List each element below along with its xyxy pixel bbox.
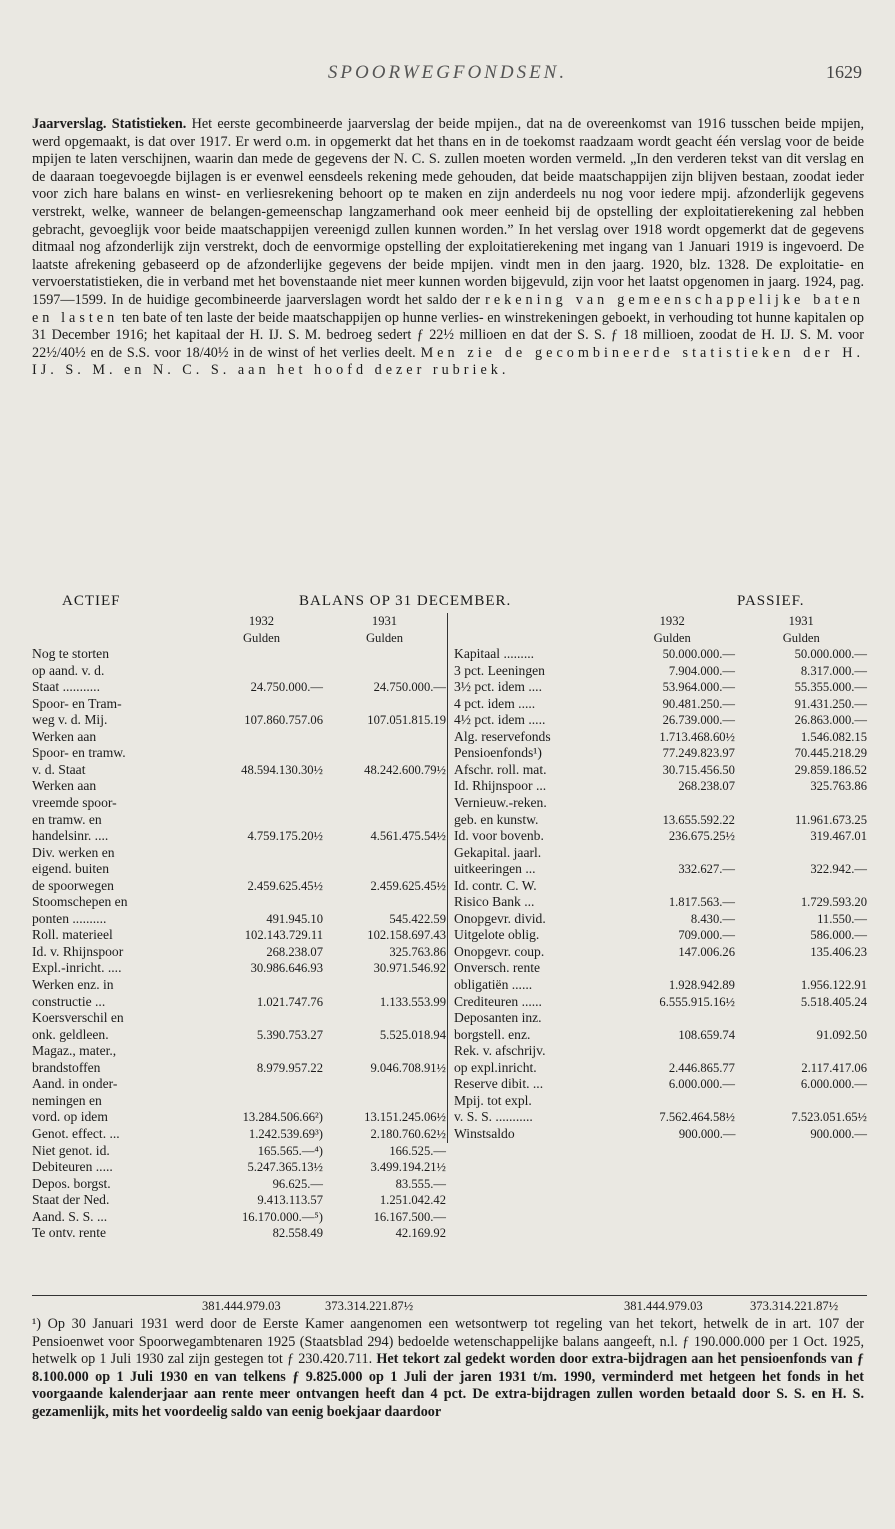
passief-value-1932: 30.715.456.50: [662, 762, 735, 777]
actief-value-1931: [323, 861, 446, 878]
actief-row: [32, 1225, 446, 1242]
actief-label: Depos. borgst.: [32, 1175, 111, 1191]
actief-value-1931: 1.133.553.99: [379, 994, 446, 1009]
actief-value-1931: [323, 845, 446, 862]
passief-value-1931: 50.000.000.—: [794, 647, 867, 662]
passief-row: [448, 845, 868, 862]
actief-label: vreemde spoor-: [32, 795, 117, 811]
passief-row: [448, 679, 868, 696]
actief-label: Te ontv. rente: [32, 1225, 107, 1241]
actief-row: [32, 1192, 446, 1209]
passief-value-1932: [609, 878, 735, 895]
passief-unit-2: Gulden: [782, 630, 820, 645]
passief-label: Vernieuw.-reken.: [454, 795, 547, 811]
passief-label: Kapitaal .........: [454, 646, 535, 662]
actief-value-1931: [323, 812, 446, 829]
actief-value-1932: 8.979.957.22: [256, 1060, 323, 1075]
actief-table: [32, 613, 446, 1242]
actief-value-1932: [200, 745, 323, 762]
actief-value-1932: [200, 663, 323, 680]
actief-label: Aand. S. S. ...: [32, 1208, 108, 1224]
passief-label: Deposanten inz.: [454, 1010, 542, 1026]
passief-label: 3 pct. Leeningen: [454, 662, 545, 678]
actief-year-1932: 1932: [248, 614, 275, 628]
passief-label: 4½ pct. idem .....: [454, 712, 546, 728]
actief-label: onk. geldleen.: [32, 1026, 109, 1042]
actief-row: [32, 795, 446, 812]
actief-value-1931: 83.555.—: [395, 1176, 446, 1191]
actief-value-1932: 24.750.000.—: [250, 680, 323, 695]
passief-value-1931: 29.859.186.52: [794, 762, 867, 777]
actief-label: weg v. d. Mij.: [32, 712, 108, 728]
actief-row: [32, 729, 446, 746]
actief-value-1931: 13.151.245.06½: [364, 1110, 446, 1125]
actief-value-1931: 42.169.92: [395, 1226, 446, 1241]
passief-value-1931: 11.961.673.25: [795, 812, 867, 827]
actief-label: Koersverschil en: [32, 1010, 124, 1026]
passief-value-1932: 50.000.000.—: [662, 647, 735, 662]
passief-row: [448, 894, 868, 911]
actief-value-1932: 48.594.130.30½: [241, 762, 323, 777]
total-actief-1932: 381.444.979.03: [202, 1299, 281, 1313]
passief-label: Reserve dibit. ...: [454, 1076, 544, 1092]
passief-value-1931: 322.942.—: [810, 862, 867, 877]
passief-label: uitkeeringen ...: [454, 861, 536, 877]
passief-value-1931: 1.956.122.91: [800, 978, 867, 993]
passief-label: op expl.inricht.: [454, 1059, 537, 1075]
actief-row: [32, 828, 446, 845]
passief-value-1932: 1.817.563.—: [668, 895, 735, 910]
passief-label: 4 pct. idem .....: [454, 695, 536, 711]
actief-row: [32, 663, 446, 680]
actief-value-1931: 166.525.—: [389, 1143, 446, 1158]
actief-value-1932: [200, 1043, 323, 1060]
actief-value-1932: 96.625.—: [272, 1176, 323, 1191]
passief-value-1932: 26.739.000.—: [662, 713, 735, 728]
passief-row: [448, 911, 868, 928]
actief-value-1931: [323, 696, 446, 713]
actief-value-1931: [323, 1076, 446, 1093]
actief-value-1931: 1.251.042.42: [379, 1193, 446, 1208]
actief-value-1932: 165.565.—⁴): [257, 1143, 323, 1158]
actief-value-1931: 3.499.194.21½: [370, 1160, 446, 1175]
actief-label: Niet genot. id.: [32, 1142, 110, 1158]
passief-value-1932: [609, 1093, 735, 1110]
actief-value-1931: [323, 663, 446, 680]
actief-value-1932: 1.242.539.69³): [248, 1126, 323, 1141]
actief-row: [32, 696, 446, 713]
actief-value-1932: [200, 795, 323, 812]
actief-row: [32, 1060, 446, 1077]
passief-row: [448, 1010, 868, 1027]
passief-row: [448, 1076, 868, 1093]
actief-value-1932: 102.143.729.11: [244, 928, 323, 943]
actief-value-1932: 9.413.113.57: [257, 1193, 323, 1208]
passief-row: [448, 1060, 868, 1077]
passief-label: obligatiën ......: [454, 977, 533, 993]
actief-value-1931: [323, 745, 446, 762]
actief-row: [32, 1159, 446, 1176]
actief-label: de spoorwegen: [32, 877, 114, 893]
actief-value-1932: [200, 729, 323, 746]
passief-label: Alg. reservefonds: [454, 728, 551, 744]
passief-label: Uitgelote oblig.: [454, 927, 540, 943]
actief-value-1931: [323, 729, 446, 746]
total-passief-1931: 373.314.221.87½: [750, 1299, 839, 1313]
passief-value-1931: 586.000.—: [810, 928, 867, 943]
passief-value-1932: 53.964.000.—: [662, 680, 735, 695]
actief-value-1932: 16.170.000.—⁵): [242, 1209, 323, 1224]
passief-value-1931: 11.550.—: [817, 911, 867, 926]
passief-value-1931: 2.117.417.06: [801, 1060, 867, 1075]
actief-row: [32, 845, 446, 862]
actief-value-1931: 30.971.546.92: [373, 961, 446, 976]
passief-table: [447, 613, 867, 1143]
actief-row: [32, 878, 446, 895]
passief-label: Mpij. tot expl.: [454, 1092, 532, 1108]
passief-row: [448, 646, 868, 663]
passief-value-1931: 135.406.23: [810, 944, 867, 959]
passief-row: [448, 762, 868, 779]
actief-value-1932: [200, 696, 323, 713]
passief-row: [448, 778, 868, 795]
actief-value-1932: 82.558.49: [272, 1226, 323, 1241]
passief-value-1932: 7.904.000.—: [668, 663, 735, 678]
passief-label: Pensioenfonds¹): [454, 745, 542, 761]
passief-value-1931: [735, 878, 867, 895]
passief-value-1931: [735, 795, 867, 812]
actief-label: op aand. v. d.: [32, 662, 105, 678]
passief-value-1932: 6.555.915.16½: [659, 994, 735, 1009]
actief-row: [32, 894, 446, 911]
actief-value-1931: 102.158.697.43: [367, 928, 446, 943]
actief-value-1931: [323, 646, 446, 663]
actief-value-1932: 268.238.07: [266, 944, 323, 959]
footnote-text: ¹) Op 30 Januari 1931 werd door de Eerste Kamer aangenomen een wetsontwerp tot regeling van het tekort, hetwelk de in art. 107 der Pensioenwet voor Spoorwegambtenaren 1925 (Staatsblad 294) bedoelde wetenschappelijke balans aangeeft, n.l. ƒ 190.000.000 per 1 Oct. 1925, hetwelk op 1 Juli 1930 zal zijn gestegen tot ƒ 230.420.711.: [32, 1316, 864, 1368]
actief-label: ponten ..........: [32, 910, 107, 926]
actief-row: [32, 927, 446, 944]
balance-title: BALANS OP 31 DECEMBER.: [299, 593, 512, 609]
balance-header: [32, 593, 864, 613]
intro-paragraph: [32, 116, 864, 380]
passief-value-1931: [735, 1010, 867, 1027]
actief-row: [32, 1176, 446, 1193]
passief-row: [448, 729, 868, 746]
passief-row: [448, 812, 868, 829]
passief-value-1932: 8.430.—: [690, 911, 735, 926]
actief-value-1931: 48.242.600.79½: [364, 762, 446, 777]
actief-label: Id. v. Rhijnspoor: [32, 943, 124, 959]
actief-row: [32, 1027, 446, 1044]
passief-value-1931: 7.523.051.65½: [791, 1110, 867, 1125]
actief-value-1932: [200, 861, 323, 878]
passief-row: [448, 795, 868, 812]
passief-row: [448, 878, 868, 895]
actief-value-1932: 13.284.506.66²): [242, 1110, 323, 1125]
actief-value-1931: 4.561.475.54½: [370, 829, 446, 844]
actief-label: eigend. buiten: [32, 861, 110, 877]
passief-value-1931: [735, 1093, 867, 1110]
passief-label: PASSIEF.: [737, 593, 805, 609]
actief-label: Werken enz. in: [32, 977, 114, 993]
passief-row: [448, 828, 868, 845]
passief-value-1932: 7.562.464.58½: [659, 1110, 735, 1125]
actief-value-1931: 9.046.708.91½: [370, 1060, 446, 1075]
passief-row: [448, 1093, 868, 1110]
actief-value-1931: 107.051.815.19: [367, 713, 446, 728]
actief-value-1931: 24.750.000.—: [373, 680, 446, 695]
passief-label: 3½ pct. idem ....: [454, 679, 542, 695]
passief-value-1931: [735, 845, 867, 862]
passief-value-1931: 26.863.000.—: [794, 713, 867, 728]
actief-row: [32, 646, 446, 663]
actief-row: [32, 1093, 446, 1110]
passief-label: v. S. S. ...........: [454, 1109, 533, 1125]
actief-row: [32, 1010, 446, 1027]
actief-label: v. d. Staat: [32, 761, 86, 777]
passief-value-1931: 91.431.250.—: [794, 696, 867, 711]
actief-label: brandstoffen: [32, 1059, 101, 1075]
passief-label: borgstell. enz.: [454, 1026, 531, 1042]
actief-label: Expl.-inricht. ....: [32, 960, 122, 976]
actief-value-1932: [200, 845, 323, 862]
actief-value-1932: 2.459.625.45½: [247, 878, 323, 893]
actief-value-1931: 16.167.500.—: [373, 1209, 446, 1224]
actief-value-1931: 2.459.625.45½: [370, 878, 446, 893]
actief-label: Div. werken en: [32, 844, 115, 860]
passief-year-1931: 1931: [788, 614, 814, 628]
passief-value-1932: 147.006.26: [678, 944, 735, 959]
actief-value-1931: 325.763.86: [389, 944, 446, 959]
actief-value-1932: [200, 1093, 323, 1110]
actief-label: Magaz., mater.,: [32, 1043, 117, 1059]
passief-value-1932: 709.000.—: [678, 928, 735, 943]
actief-label: ACTIEF: [62, 593, 121, 609]
passief-row: [448, 1109, 868, 1126]
actief-value-1931: [323, 1043, 446, 1060]
actief-unit-2: Gulden: [365, 630, 404, 645]
passief-label: Id. voor bovenb.: [454, 828, 544, 844]
passief-value-1931: 8.317.000.—: [800, 663, 867, 678]
actief-value-1932: [200, 812, 323, 829]
actief-value-1932: 30.986.646.93: [250, 961, 323, 976]
passief-value-1931: [735, 960, 867, 977]
actief-value-1932: 491.945.10: [266, 911, 323, 926]
passief-label: Afschr. roll. mat.: [454, 761, 547, 777]
actief-year-1931: 1931: [371, 614, 398, 628]
passief-value-1931: 1.546.082.15: [800, 729, 867, 744]
total-actief-1931: 373.314.221.87½: [325, 1299, 414, 1313]
passief-value-1932: [609, 795, 735, 812]
passief-value-1931: 55.355.000.—: [794, 680, 867, 695]
page-number: 1629: [826, 62, 862, 82]
passief-value-1932: 1.928.942.89: [668, 978, 735, 993]
actief-row: [32, 1143, 446, 1160]
passief-label: Risico Bank ...: [454, 894, 535, 910]
actief-value-1932: 5.390.753.27: [256, 1027, 323, 1042]
passief-row: [448, 944, 868, 961]
actief-row: [32, 977, 446, 994]
actief-value-1931: [323, 894, 446, 911]
actief-value-1932: [200, 646, 323, 663]
actief-row: [32, 1126, 446, 1143]
passief-value-1932: [609, 845, 735, 862]
passief-row: [448, 745, 868, 762]
passief-value-1932: 268.238.07: [678, 779, 735, 794]
passief-row: [448, 663, 868, 680]
passief-value-1932: 2.446.865.77: [668, 1060, 735, 1075]
actief-row: [32, 1076, 446, 1093]
passief-row: [448, 977, 868, 994]
passief-value-1932: 77.249.823.97: [662, 746, 735, 761]
passief-label: Winstsaldo: [454, 1125, 515, 1141]
passief-label: Rek. v. afschrijv.: [454, 1043, 546, 1059]
actief-value-1931: 2.180.760.62½: [370, 1126, 446, 1141]
actief-row: [32, 745, 446, 762]
actief-label: Debiteuren .....: [32, 1159, 113, 1175]
intro-text-2: ten bate of ten laste der beide maatschappijen op hunne verlies- en winstrekeningen geboekt, in verhouding tot hunne kapitalen op 31 December 1916; het kapitaal der H. IJ. S. M. bedroeg sedert ƒ 22½ millioen en dat der S. S. ƒ 18 millioen, zoodat de H. IJ. S. M. voor 22½/40½ en de S.S. voor 18/40½ in de winst of het verlies deelt.: [32, 309, 864, 361]
actief-label: Werken aan: [32, 728, 97, 744]
passief-row: [448, 1027, 868, 1044]
passief-value-1932: [609, 960, 735, 977]
actief-value-1932: 4.759.175.20½: [247, 829, 323, 844]
passief-value-1932: 6.000.000.—: [668, 1077, 735, 1092]
actief-label: Stoomschepen en: [32, 894, 128, 910]
actief-value-1932: [200, 977, 323, 994]
actief-value-1931: 5.525.018.94: [379, 1027, 446, 1042]
actief-label: Staat der Ned.: [32, 1192, 110, 1208]
passief-label: Onversch. rente: [454, 960, 541, 976]
actief-unit-1: Gulden: [242, 630, 281, 645]
passief-value-1932: 90.481.250.—: [662, 696, 735, 711]
actief-label: Spoor- en tramw.: [32, 745, 126, 761]
passief-row: [448, 1126, 868, 1143]
actief-row: [32, 1209, 446, 1226]
total-passief-1932: 381.444.979.03: [624, 1299, 703, 1313]
passief-value-1932: 332.627.—: [678, 862, 735, 877]
actief-value-1931: [323, 778, 446, 795]
actief-row: [32, 994, 446, 1011]
actief-row: [32, 812, 446, 829]
passief-value-1932: [609, 1010, 735, 1027]
actief-label: Werken aan: [32, 778, 97, 794]
passief-value-1931: [735, 1043, 867, 1060]
actief-label: constructie ...: [32, 993, 106, 1009]
passief-label: Id. contr. C. W.: [454, 877, 537, 893]
passief-value-1932: 13.655.592.22: [662, 812, 735, 827]
passief-value-1931: 6.000.000.—: [800, 1077, 867, 1092]
passief-value-1932: 900.000.—: [678, 1126, 736, 1141]
actief-value-1931: [323, 977, 446, 994]
passief-row: [448, 960, 868, 977]
passief-row: [448, 712, 868, 729]
intro-spaced-2: Men zie de gecombineerde statistieken der H. IJ. S. M. en N. C. S. aan het hoofd dezer rubriek.: [32, 344, 865, 379]
actief-label: Staat ...........: [32, 679, 100, 695]
passief-row: [448, 1043, 868, 1060]
passief-year-1932: 1932: [659, 614, 685, 628]
passief-value-1931: 5.518.405.24: [800, 994, 867, 1009]
actief-row: [32, 861, 446, 878]
actief-row: [32, 960, 446, 977]
passief-label: Onopgevr. divid.: [454, 910, 546, 926]
actief-label: vord. op idem: [32, 1109, 108, 1125]
passief-value-1931: 91.092.50: [816, 1027, 867, 1042]
passief-row: [448, 994, 868, 1011]
actief-value-1932: [200, 894, 323, 911]
passief-value-1931: 1.729.593.20: [800, 895, 867, 910]
passief-value-1932: 108.659.74: [678, 1027, 735, 1042]
actief-value-1931: [323, 795, 446, 812]
actief-row: [32, 1043, 446, 1060]
passief-row: [448, 861, 868, 878]
actief-value-1932: 107.860.757.06: [244, 713, 323, 728]
passief-label: Onopgevr. coup.: [454, 943, 545, 959]
actief-value-1932: [200, 1010, 323, 1027]
footnote: [32, 1316, 864, 1422]
intro-heading: Jaarverslag. Statistieken.: [32, 116, 187, 132]
passief-value-1932: 1.713.468.60½: [659, 729, 735, 744]
actief-label: handelsinr. ....: [32, 828, 109, 844]
passief-label: geb. en kunstw.: [454, 811, 539, 827]
actief-label: Nog te storten: [32, 646, 110, 662]
passief-unit-1: Gulden: [653, 630, 691, 645]
actief-row: [32, 944, 446, 961]
actief-label: Roll. materieel: [32, 927, 113, 943]
actief-value-1931: [323, 1010, 446, 1027]
passief-label: Crediteuren ......: [454, 993, 542, 1009]
actief-value-1932: 1.021.747.76: [256, 994, 323, 1009]
actief-row: [32, 679, 446, 696]
actief-label: Aand. in onder-: [32, 1076, 118, 1092]
actief-value-1932: 5.247.365.13½: [247, 1160, 323, 1175]
actief-row: [32, 911, 446, 928]
actief-row: [32, 712, 446, 729]
actief-value-1931: 545.422.59: [389, 911, 446, 926]
passief-value-1932: [609, 1043, 735, 1060]
intro-text-1: Het eerste gecombineerde jaarverslag der beide mpijen., dat na de overeenkomst van 1916 tusschen beide mpijen, werd opgemaakt, is dat over 1917. Er werd o.m. in opgemerkt dat het thans en in de toekomst raadzaam wordt geacht één verslag voor de beide mpijen te laten verschijnen, waarin dan mede de gegevens der N. C. S. zullen moeten worden vermeld. „In den verderen tekst van dit verslag en de daaraan toegevoegde bijlagen is er evenwel eensdeels rekening mede gehouden, dat beide maatschappijen zijn blijven bestaan, zoodat ieder voor zich hare balans en winst- en verliesrekening behoort op te maken en zijn anderdeels nu nog voor iedere mpij. afzonderlijk gegevens verstrekt, welke, wanneer de belangen-gemeenschap langzamerhand ook meer eenheid bij de opstelling der exploitatierekening zal hebben gebracht, gevoeglijk voor beide maatschappijen vereenigd zullen kunnen worden.” In het verslag over 1918 wordt opgemerkt dat de gegevens ditmaal nog afzonderlijk zijn verstrekt, doch de eenvormige opstelling der exploitatierekening met ingang van 1 Januari 1919 is ingevoerd. De laatste afrekening gebaseerd op de afzonderlijke gegevens der beide mpijen. vindt men in den jaarg. 1920, blz. 1328. De exploitatie- en vervoerstatistieken, die in verband met het bovenstaande niet meer kunnen worden bijgevuld, zijn voor het laatst opgenomen in jaarg. 1924, pag. 1597—1599. In de huidige gecombineerde jaarverslagen wordt het saldo der: [32, 116, 865, 308]
page-header: [0, 62, 895, 92]
running-title: SPOORWEGFONDSEN.: [327, 62, 568, 83]
actief-label: Genot. effect. ...: [32, 1125, 120, 1141]
actief-row: [32, 1109, 446, 1126]
actief-value-1931: [323, 1093, 446, 1110]
passief-value-1931: 70.445.218.29: [794, 746, 867, 761]
actief-row: [32, 762, 446, 779]
actief-value-1932: [200, 778, 323, 795]
passief-value-1931: 319.467.01: [810, 829, 867, 844]
actief-label: en tramw. en: [32, 811, 102, 827]
passief-label: Id. Rhijnspoor ...: [454, 778, 547, 794]
passief-value-1932: 236.675.25½: [668, 829, 735, 844]
passief-row: [448, 696, 868, 713]
actief-value-1932: [200, 1076, 323, 1093]
passief-row: [448, 927, 868, 944]
passief-value-1931: 900.000.—: [810, 1126, 867, 1141]
actief-label: Spoor- en Tram-: [32, 695, 122, 711]
footnote-bold-text: Het tekort zal gedekt worden door extra-bijdragen aan het pensioenfonds van ƒ 8.100.000 op 1 Juli 1930 en van telkens ƒ 9.825.000 op 1 Juli der jaren 1931 t/m. 1990, verminderd met hetgeen het fonds in het voorgaande kalenderjaar aan rente meer ontvangen heeft dan 4 pct. De extra-bijdragen zullen worden betaald door S. S. en H. S. gezamenlijk, mits het voordeelig saldo van eenig boekjaar daardoor: [32, 1351, 864, 1420]
passief-label: Gekapital. jaarl.: [454, 844, 542, 860]
passief-value-1931: 325.763.86: [810, 779, 867, 794]
actief-label: nemingen en: [32, 1092, 102, 1108]
actief-row: [32, 778, 446, 795]
intro-spaced-1: rekening van gemeenschappelijke baten en lasten: [32, 291, 864, 326]
